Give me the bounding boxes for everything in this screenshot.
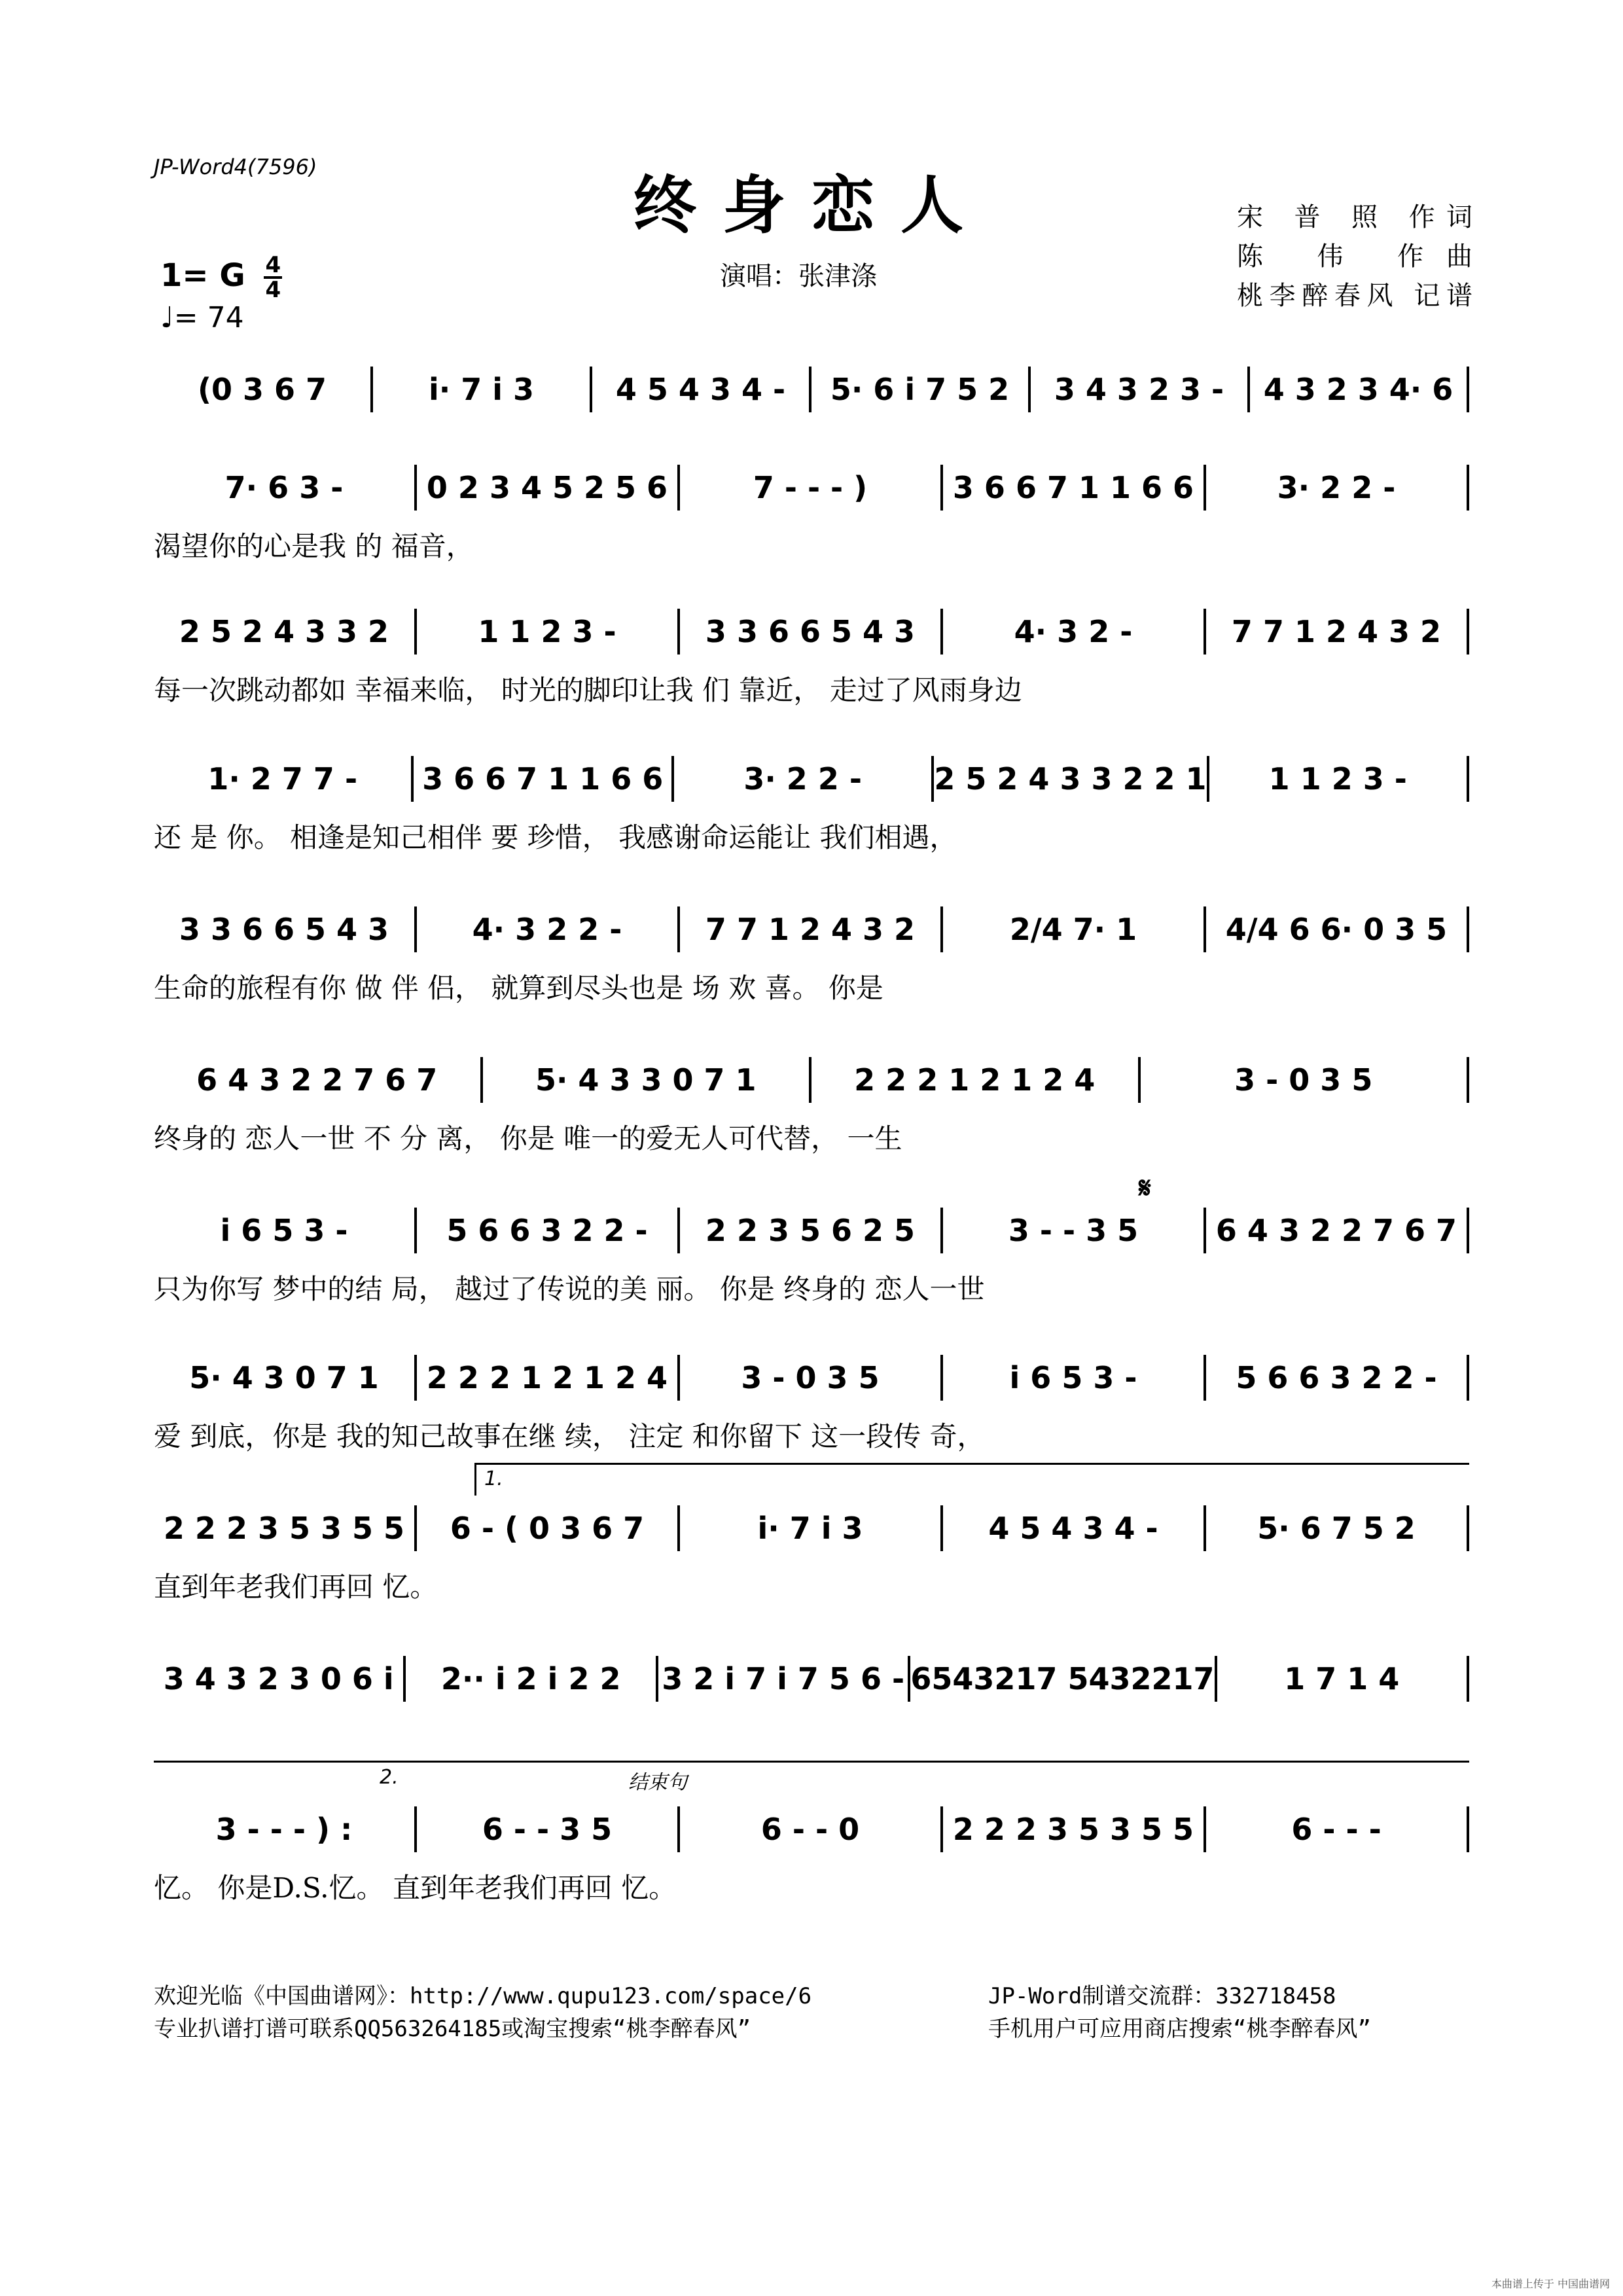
barline <box>1467 367 1469 412</box>
measure: 3 6 6 7 1 1 6 6 <box>952 470 1194 505</box>
barline <box>1467 1505 1469 1551</box>
volta-label: 2. <box>380 1766 399 1789</box>
footer-right <box>988 1980 1371 2045</box>
measure: (0 3 6 7 <box>197 372 327 407</box>
barline <box>1467 1656 1469 1702</box>
volta-bracket <box>154 1761 1469 1763</box>
barline <box>1467 1355 1469 1401</box>
watermark: 本曲谱上传于 中国曲谱网 <box>1491 2278 1610 2290</box>
measure: 3 3 6 6 5 4 3 <box>179 912 389 947</box>
notation-line <box>154 1355 1469 1401</box>
ending-label: 结束句 <box>628 1771 687 1794</box>
measure: 6 - - 3 5 <box>482 1812 613 1847</box>
lyric-line: 还 是 你。 相逢是知己相伴 要 珍惜， 我感谢命运能让 我们相遇， <box>154 821 957 853</box>
barline <box>1467 906 1469 952</box>
measure: 4· 3 2 - <box>1014 614 1133 649</box>
lyric-line <box>154 427 1469 466</box>
measure: 4 3 2 3 4· 6 <box>1263 372 1454 407</box>
measure: i 6 5 3 - <box>220 1213 348 1248</box>
measure: 6 4 3 2 2 7 6 7 <box>1215 1213 1457 1248</box>
time-denominator: 4 <box>265 277 281 303</box>
barline <box>1467 465 1469 511</box>
measure: 5· 4 3 0 7 1 <box>189 1360 379 1395</box>
measure: 4· 3 2 2 - <box>472 912 622 947</box>
measure: 2 2 2 3 5 3 5 5 <box>163 1511 405 1546</box>
measure: 7 7 1 2 4 3 2 <box>705 912 916 947</box>
measure: 4 5 4 3 4 - <box>615 372 786 407</box>
measure: 5 6 6 3 2 2 - <box>446 1213 648 1248</box>
measure: 1 7 1 4 <box>1284 1661 1400 1696</box>
lyric-line: 每一次跳动都如 幸福来临， 时光的脚印让我 们 靠近， 走过了风雨身边 <box>154 674 1022 706</box>
composer-credit: 陈 伟 作曲 <box>1237 242 1472 272</box>
footer-site: 欢迎光临《中国曲谱网》：http://www.qupu123.com/space/6 <box>154 1983 812 2009</box>
notation-line <box>154 1806 1469 1852</box>
volta-bracket <box>474 1463 1469 1465</box>
measure: 4/4 6 6· 0 3 5 <box>1225 912 1448 947</box>
measure: i· 7 i 3 <box>757 1511 863 1546</box>
barline <box>1467 1806 1469 1852</box>
footer-app: 手机用户可应用商店搜索“桃李醉春风” <box>988 2016 1371 2042</box>
measure: 6543217 5432217 <box>910 1661 1215 1696</box>
measure: 7 7 1 2 4 3 2 <box>1231 614 1442 649</box>
measure: 2 2 2 1 2 1 2 4 <box>854 1062 1096 1098</box>
tempo-marking: ♩= 74 <box>160 301 244 334</box>
notation-line <box>154 906 1469 952</box>
barline <box>1467 756 1469 802</box>
measure: 6 - - 0 <box>760 1812 860 1847</box>
notation-line <box>154 1057 1469 1103</box>
key-label: 1= G <box>160 257 245 294</box>
measure: 2 2 3 5 6 2 5 <box>705 1213 916 1248</box>
measure: 2 2 2 1 2 1 2 4 <box>426 1360 668 1395</box>
measure: 6 - ( 0 3 6 7 <box>450 1511 645 1546</box>
measure: 3 4 3 2 3 - <box>1054 372 1224 407</box>
lyric-line: 只为你写 梦中的结 局， 越过了传说的美 丽。 你是 终身的 恋人一世 <box>154 1273 985 1305</box>
measure: 3· 2 2 - <box>743 761 862 797</box>
notation-line <box>154 1505 1469 1551</box>
lyric-line: 渴望你的心是我 的 福音， <box>154 530 474 562</box>
measure: 3 - 0 3 5 <box>741 1360 880 1395</box>
lyric-line: 爱 到底，你是 我的知己故事在继 续， 注定 和你留下 这一段传 奇， <box>154 1420 985 1452</box>
measure: 6 - - - <box>1291 1812 1382 1847</box>
barline <box>1467 609 1469 655</box>
time-signature <box>264 254 282 301</box>
measure: 0 2 3 4 5 2 5 6 <box>426 470 668 505</box>
singer-label: 演唱：张津涤 <box>720 261 877 291</box>
measure: 3 3 6 6 5 4 3 <box>705 614 916 649</box>
segno-sign: 𝄋 <box>1139 1172 1151 1205</box>
measure: 4 5 4 3 4 - <box>988 1511 1158 1546</box>
measure: 7· 6 3 - <box>224 470 344 505</box>
measure: 2 5 2 4 3 3 2 <box>179 614 389 649</box>
notation-line <box>154 465 1469 511</box>
measure: i 6 5 3 - <box>1009 1360 1137 1395</box>
measure: 5· 4 3 3 0 7 1 <box>535 1062 757 1098</box>
measure: 1 1 2 3 - <box>1268 761 1407 797</box>
measure: 7 - - - ) <box>753 470 868 505</box>
measure: 2·· i 2 i 2 2 <box>440 1661 621 1696</box>
notation-line <box>154 1208 1469 1253</box>
measure: 3 4 3 2 3 0 6 i <box>163 1661 394 1696</box>
footer-group: JP-Word制谱交流群：332718458 <box>988 1983 1336 2009</box>
page-title: 终身恋人 <box>633 168 990 242</box>
measure: 3 - - - ) : <box>215 1812 353 1847</box>
software-label: JP-Word4(7596) <box>154 154 317 179</box>
barline <box>1467 1208 1469 1253</box>
measure: 2 2 2 3 5 3 5 5 <box>952 1812 1194 1847</box>
lyric-line: 忆。 你是D.S.忆。 直到年老我们再回 忆。 <box>154 1872 677 1904</box>
lyric-line: 生命的旅程有你 做 伴 侣， 就算到尽头也是 场 欢 喜。 你是 <box>154 972 883 1004</box>
measure: 1· 2 7 7 - <box>207 761 358 797</box>
measure: 5 6 6 3 2 2 - <box>1236 1360 1437 1395</box>
lyric-line: 直到年老我们再回 忆。 <box>154 1571 438 1603</box>
notation-line <box>154 756 1469 802</box>
notation-line <box>154 1656 1469 1702</box>
measure: 6 4 3 2 2 7 6 7 <box>196 1062 438 1098</box>
measure: i· 7 i 3 <box>428 372 535 407</box>
time-numerator: 4 <box>265 252 281 278</box>
volta-tick <box>474 1463 476 1496</box>
lyric-line: 终身的 恋人一世 不 分 离， 你是 唯一的爱无人可代替， 一生 <box>154 1122 902 1155</box>
lyricist-credit: 宋 普 照 作词 <box>1237 202 1472 232</box>
barline <box>1467 1057 1469 1103</box>
volta-label: 1. <box>484 1467 503 1490</box>
footer-left <box>154 1980 812 2045</box>
measure: 2 5 2 4 3 3 2 2 1 <box>934 761 1207 797</box>
notation-line <box>154 609 1469 655</box>
measure: 3 6 6 7 1 1 6 6 <box>422 761 664 797</box>
credits <box>1237 198 1472 315</box>
footer-contact: 专业扒谱打谱可联系QQ563264185或淘宝搜索“桃李醉春风” <box>154 2016 751 2042</box>
measure: 5· 6 7 5 2 <box>1257 1511 1416 1546</box>
key-signature <box>160 254 282 301</box>
lyric-line <box>154 1716 1469 1755</box>
measure: 3· 2 2 - <box>1277 470 1396 505</box>
measure: 3 2 i 7 i 7 5 6 - <box>662 1661 905 1696</box>
measure: 3 - 0 3 5 <box>1234 1062 1373 1098</box>
transcriber-credit: 桃李醉春风 记谱 <box>1237 281 1472 311</box>
measure: 1 1 2 3 - <box>478 614 616 649</box>
measure: 3 - - 3 5 <box>1008 1213 1139 1248</box>
measure: 5· 6 i 7 5 2 <box>830 372 1010 407</box>
measure: 2/4 7· 1 <box>1009 912 1137 947</box>
notation-line <box>154 367 1469 412</box>
